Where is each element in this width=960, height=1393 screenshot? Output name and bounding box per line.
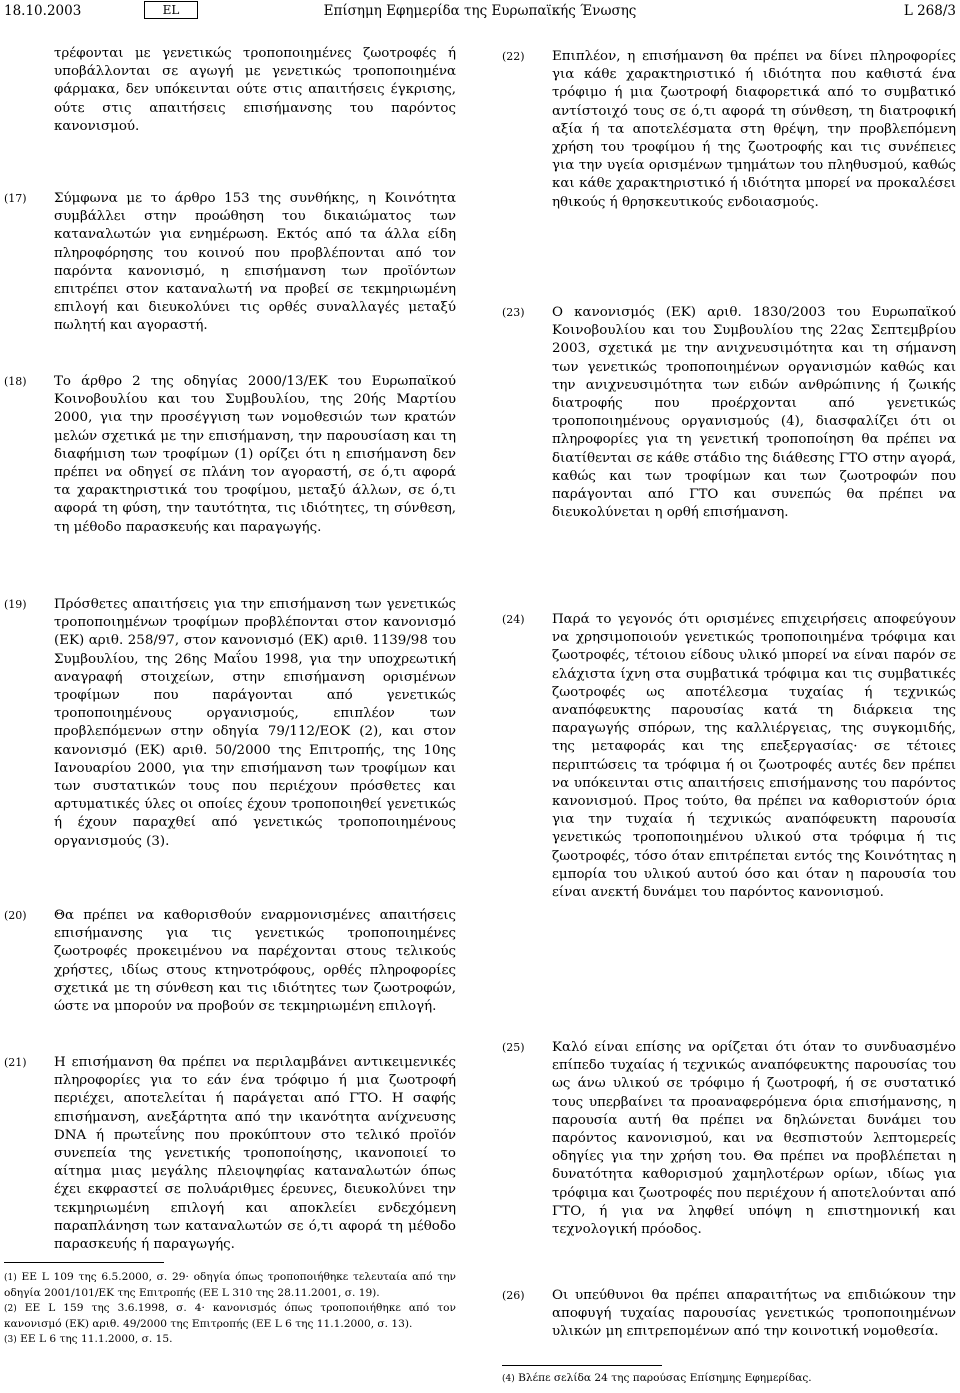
- recital-number: (22): [502, 50, 525, 63]
- recital-text: Καλό είναι επίσης να ορίζεται ότι όταν το συνδυασμένο επίπεδο τυχαίας ή τεχνικώς αναπόφευκτης παρουσίας του ως άνω υλικού σε τρόφιμο ή ζωοτροφή, ή σε συστατικό τους υπερβαίνει τα προαναφερόμενα όρια επισήμανσης, η παρουσία αυτή θα πρέπει να δηλώνεται δυνάμει του παρόντος κανονισμού, και να θεσπιστούν λεπτομερείς οδηγίες για την χρήση του. Θα πρέπει να προβλέπεται η δυνατότητα καθορισμού χαμηλοτέρων ορίων, ιδίως για τρόφιμα και ζωοτροφές που περιέχουν ή αποτελούνται από ΓΤΟ, ή για να ληφθεί υπόψη η επιστημονική και τεχνολογική πρόοδος.: [552, 1040, 956, 1238]
- recital-number: (18): [4, 375, 27, 388]
- language-badge: EL: [144, 1, 198, 19]
- recital-text: Οι υπεύθυνοι θα πρέπει απαραιτήτως να επιδιώκουν την αποφυγή τυχαίας παρουσίας γενετικώς τροποποιημένων υλικών μη επιτρεπομένων από την κοινοτική νομοθεσία.: [552, 1288, 956, 1340]
- recital-text: Η επισήμανση θα πρέπει να περιλαμβάνει αντικειμενικές πληροφορίες για το εάν ένα τρόφιμο ή μια ζωοτροφή περιέχει, αποτελείται ή παράγεται από ΓΤΟ. Η σαφής επισήμανση, ανεξάρτητα από την ικανότητα ανίχνευσης DNA ή πρωτεΐνης που προκύπτουν στο τελικό προϊόν συνεπεία της γενετικής τροποποίησης, ικανοποιεί το αίτημα μιας μεγάλης πλειοψηφίας καταναλωτών όπως έχει εκφραστεί σε πολυάριθμες έρευνες, διευκολύνει την τεκμηριωμένη επιλογή και αποκλείει ενδεχόμενη παραπλάνηση των καταναλωτών σε ό,τι αφορά τη μέθοδο παρασκευής ή παραγωγής.: [54, 1055, 456, 1253]
- recital-text: Σύμφωνα με το άρθρο 153 της συνθήκης, η Κοινότητα συμβάλλει στην προώθηση του δικαιώματος των καταναλωτών για ενημέρωση. Εκτός από τα άλλα είδη πληροφόρησης του κοινού που προβλέπονται από τον παρόντα κανονισμό, η επισήμανση των προϊόντων επιτρέπει στον καταναλωτή να προβεί σε τεκμηριωμένη επιλογή και διευκολύνει τις ορθές συναλλαγές μεταξύ πωλητή και αγοραστή.: [54, 191, 456, 334]
- footnote-3: [4, 1332, 456, 1348]
- footnote-text: ΕΕ L 6 της 11.1.2000, σ. 15.: [20, 1333, 173, 1345]
- recital-16-continuation: [54, 45, 456, 136]
- recital-number: (20): [4, 909, 27, 922]
- recital-number: (23): [502, 306, 525, 319]
- recital-text: Επιπλέον, η επισήμανση θα πρέπει να δίνει πληροφορίες για κάθε χαρακτηριστικό ή ιδιότητα που καθιστά ένα τρόφιμο ή μια ζωοτροφή διαφορετικά από το συμβατικό αντίστοιχό τους σε ό,τι αφορά τη σύνθεση, τη διατροφική αξία ή τα αποτελέσματα στη θρέψη, την προβλεπόμενη χρήση του τροφίμου ή της ζωοτροφής και τις συνέπειες για την υγεία ορισμένων τμημάτων του πληθυσμού, καθώς και κάθε χαρακτηριστικό ή ιδιότητα μπορεί να προκαλέσει ηθικούς ή θρησκευτικούς ενδοιασμούς.: [552, 49, 956, 210]
- recital-17: [4, 190, 456, 336]
- page-reference: L 268/3: [903, 3, 956, 19]
- recital-number: (26): [502, 1289, 525, 1302]
- footnote-mark: (4): [502, 1374, 515, 1384]
- recital-18: [4, 373, 456, 537]
- recital-text: Το άρθρο 2 της οδηγίας 2000/13/ΕΚ του Ευρωπαϊκού Κοινοβουλίου και του Συμβουλίου, της 20ής Μαρτίου 2000, για την προσέγγιση των νομοθεσιών των κρατών μελών σχετικά με την επισήμανση, την παρουσίαση και τη διαφήμιση των τροφίμων (1) ορίζει ότι η επισήμανση δεν πρέπει να οδηγεί σε πλάνη τον αγοραστή, σε ό,τι αφορά τα χαρακτηριστικά του τροφίμου, μεταξύ άλλων, σε ό,τι αφορά τη φύση, την ταυτότητα, τις ιδιότητες, τη σύνθεση, τη μέθοδο παρασκευής και παραγωγής.: [54, 374, 456, 535]
- recital-number: (25): [502, 1041, 525, 1054]
- recital-19: [4, 596, 456, 851]
- recital-text: τρέφονται με γενετικώς τροποποιημένες ζωοτροφές ή υποβάλλονται σε αγωγή με γενετικώς τροποποιημένα φάρμακα, δεν υπόκεινται ούτε στις απαιτήσεις έγκρισης, ούτε στις απαιτήσεις επισήμανσης του παρόντος κανονισμού.: [54, 46, 456, 134]
- recital-20: [4, 907, 456, 1016]
- footnote-divider: [4, 1262, 164, 1263]
- recital-22: [502, 48, 956, 212]
- recital-text: Πρόσθετες απαιτήσεις για την επισήμανση των γενετικώς τροποποιημένων τροφίμων προβλέπονται στον κανονισμό (ΕΚ) αριθ. 258/97, στον κανονισμό (ΕΚ) αριθ. 1139/98 του Συμβουλίου, της 26ης Μαΐου 1998, για την υποχρεωτική αναγραφή στοιχείων, στην επισήμανση ορισμένων τροφίμων που παράγονται από γενετικώς τροποποιημένους οργανισμούς, επιπλέον των προβλεπόμενων στην οδηγία 79/112/ΕΟΚ (2), και στον κανονισμό (ΕΚ) αριθ. 50/2000 της Επιτροπής, της 10ης Ιανουαρίου 2000, για την επισήμανση των τροφίμων και των συστατικών τους που περιέχουν πρόσθετες και αρτυματικές ύλες οι οποίες έχουν τροποποιηθεί γενετικώς ή έχουν παραχθεί από γενετικώς τροποποιημένους οργανισμούς (3).: [54, 597, 456, 849]
- journal-title: Επίσημη Εφημερίδα της Ευρωπαϊκής Ένωσης: [323, 3, 637, 19]
- footnote-4: [502, 1371, 956, 1387]
- recital-26: [502, 1287, 956, 1342]
- footnotes-right: [502, 1371, 956, 1387]
- footnote-mark: (2): [4, 1304, 17, 1314]
- footnote-divider: [502, 1365, 662, 1366]
- footnote-mark: (3): [4, 1335, 17, 1345]
- footnote-2: [4, 1301, 456, 1332]
- recital-21: [4, 1054, 456, 1254]
- footnote-mark: (1): [4, 1273, 17, 1283]
- footnote-1: [4, 1270, 456, 1301]
- footnote-text: ΕΕ L 159 της 3.6.1998, σ. 4· κανονισμός όπως τροποποιήθηκε από τον κανονισμό (ΕΚ) αριθ. 49/2000 της Επιτροπής (ΕΕ L 6 της 11.1.2000, σ. 13).: [4, 1302, 456, 1330]
- footnotes-left: [4, 1270, 456, 1348]
- recital-number: (24): [502, 613, 525, 626]
- recital-24: [502, 611, 956, 902]
- recital-23: [502, 304, 956, 522]
- footnote-text: Βλέπε σελίδα 24 της παρούσας Επίσημης Εφημερίδας.: [518, 1372, 812, 1384]
- recital-text: Ο κανονισμός (ΕΚ) αριθ. 1830/2003 του Ευρωπαϊκού Κοινοβουλίου και του Συμβουλίου της 22ας Σεπτεμβρίου 2003, σχετικά με την ανιχνευσιμότητα και τη σήμανση των γενετικώς τροποποιημένων οργανισμών καθώς και την ανιχνευσιμότητα των ειδών ανθρώπινης ή ζωικής διατροφής που προέρχονται από γενετικώς τροποποιημένους οργανισμούς (4), διασφαλίζει ότι οι πληροφορίες για τη γενετική τροποποίηση θα πρέπει να διατίθενται σε κάθε στάδιο της διάθεσης ΓΤΟ στην αγορά, καθώς και των τροφίμων και των ζωοτροφών που παράγονται από ΓΤΟ και συνεπώς θα πρέπει να διευκολύνεται η ορθή επισήμανση.: [552, 305, 956, 521]
- recital-number: (21): [4, 1056, 27, 1069]
- footnote-text: ΕΕ L 109 της 6.5.2000, σ. 29· οδηγία όπως τροποποιήθηκε τελευταία από την οδηγία 2001/101/ΕΚ της Επιτροπής (ΕΕ L 310 της 28.11.2001, σ. 19).: [4, 1271, 456, 1299]
- recital-25: [502, 1039, 956, 1239]
- header-date: 18.10.2003: [4, 3, 82, 19]
- page-header: [4, 0, 956, 24]
- recital-number: (17): [4, 192, 27, 205]
- recital-text: Παρά το γεγονός ότι ορισμένες επιχειρήσεις αποφεύγουν να χρησιμοποιούν γενετικώς τροποποιημένα τρόφιμα και ζωοτροφές, τέτοιου είδους υλικό μπορεί να είναι παρόν σε ελάχιστα ίχνη στα συμβατικά τρόφιμα και τις συμβατικές ζωοτροφές ως αποτέλεσμα τυχαίας ή τεχνικώς αναπόφευκτης παρουσίας κατά τη διάρκεια της παραγωγής σπόρων, της καλλιέργειας, της συγκομιδής, της μεταφοράς και της επεξεργασίας· σε τέτοιες περιπτώσεις τα τρόφιμα ή οι ζωοτροφές αυτές δεν πρέπει να υπόκεινται στις απαιτήσεις επισήμανσης του παρόντος κανονισμού. Προς τούτο, θα πρέπει να καθοριστούν όρια για την τυχαία ή τεχνικώς αναπόφευκτη παρουσία γενετικώς τροποποιημένου υλικού στα τρόφιμα ή τις ζωοτροφές, τόσο όταν επιτρέπεται εντός της Κοινότητας η εμπορία του υλικού αυτού όσο και όταν η παρουσία του είναι ανεκτή δυνάμει του παρόντος κανονισμού.: [552, 612, 956, 901]
- recital-number: (19): [4, 598, 27, 611]
- recital-text: Θα πρέπει να καθορισθούν εναρμονισμένες απαιτήσεις επισήμανσης για τις γενετικώς τροποποιημένες ζωοτροφές προκειμένου να παρέχονται στους τελικούς χρήστες, ιδίως στους κτηνοτρόφους, ορθές πληροφορίες σχετικά με τη σύνθεση και τις ιδιότητες των ζωοτροφών, ώστε να μπορούν να προβούν σε τεκμηριωμένη επιλογή.: [54, 908, 456, 1015]
